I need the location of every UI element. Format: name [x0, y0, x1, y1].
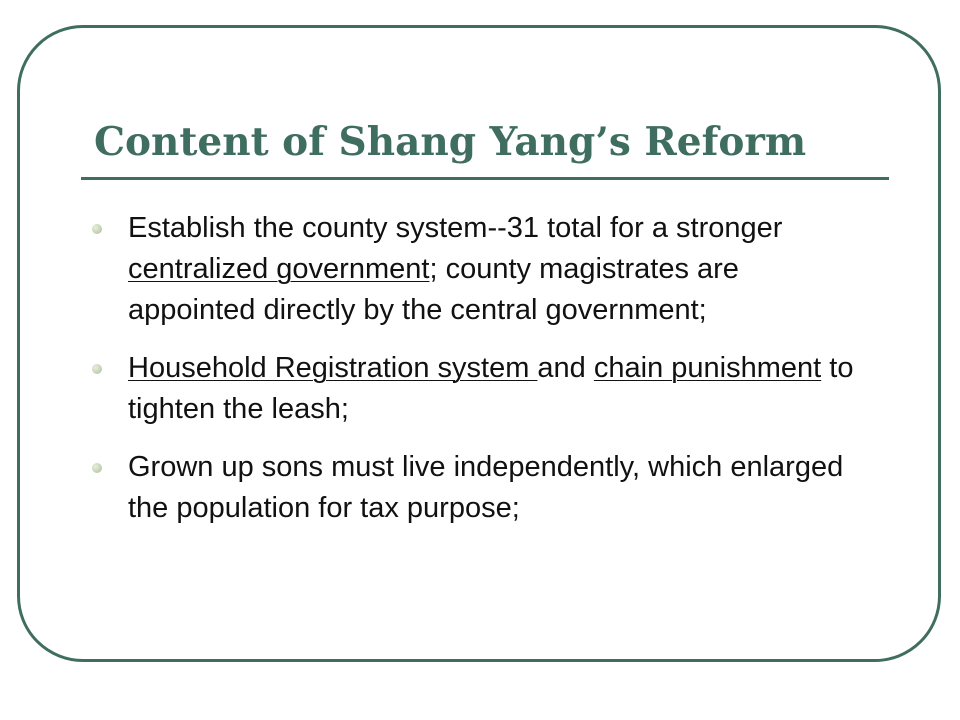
bullet-segment: Establish the county system--31 total for a stronger: [128, 212, 783, 244]
bullet-text: [128, 212, 782, 326]
bullet-segment: and: [537, 352, 594, 384]
bullet-segment: Grown up sons must live independently, which enlarged the population for tax purpose;: [128, 451, 844, 524]
bullet-item-household-registration: [92, 348, 872, 430]
bullet-list: [92, 208, 872, 546]
bullet-item-county-system: [92, 208, 872, 331]
title-underline-rule: [81, 177, 889, 180]
slide-title: Content of Shang Yang’s Reform: [94, 119, 807, 165]
bullet-item-grown-up-sons: [92, 447, 872, 529]
underlined-term-household-registration: Household Registration system: [128, 352, 538, 384]
underlined-term-chain-punishment: chain punishment: [593, 352, 822, 384]
bullet-segment: ; county magistrates are appointed directly by the central government;: [128, 253, 739, 326]
bullet-segment: to tighten the leash;: [128, 352, 854, 425]
bullet-dot-icon: [92, 224, 102, 234]
bullet-dot-icon: [92, 463, 102, 473]
bullet-dot-icon: [92, 364, 102, 374]
bullet-text: [128, 352, 853, 425]
bullet-text: [128, 451, 843, 524]
underlined-term-centralized-government: centralized government: [128, 253, 430, 285]
